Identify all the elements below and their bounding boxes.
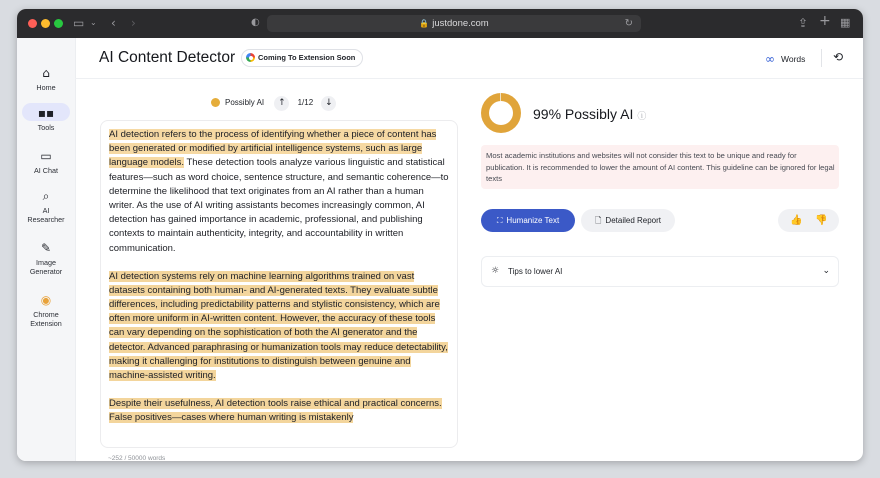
tips-accordion[interactable]	[481, 256, 839, 287]
ai-score-gauge	[481, 93, 521, 133]
chevron-down-icon[interactable]: ⌄	[90, 18, 97, 27]
reload-icon[interactable]: ↻	[624, 18, 633, 29]
shield-icon[interactable]: ◐	[251, 17, 260, 28]
humanize-label: Humanize Text	[506, 216, 560, 225]
document-icon: 🗋	[594, 216, 602, 225]
infinity-icon: ∞	[765, 52, 775, 66]
page-title: AI Content Detector	[99, 49, 236, 66]
sidebar-item-ai-researcher[interactable]	[17, 189, 75, 224]
divider	[821, 49, 822, 67]
sidebar-item-label: AI Chat	[34, 166, 58, 175]
word-count: ~252 / 50000 words	[108, 455, 166, 461]
feedback-group	[778, 209, 839, 232]
sidebar-item-ai-chat[interactable]	[17, 149, 75, 175]
back-icon[interactable]: ‹	[111, 16, 116, 30]
google-icon	[246, 53, 255, 62]
words-label: Words	[781, 54, 806, 64]
grid-icon: ▪▪	[37, 106, 55, 120]
paragraph	[109, 270, 451, 384]
brush-icon: ✎	[40, 241, 52, 255]
chrome-icon: ◉	[40, 293, 52, 307]
navigator-position: 1/12	[297, 98, 314, 107]
ai-highlight[interactable]: Despite their usefulness, AI detection tools raise ethical and practical concerns. False positives—cases where human writing is mistakenly	[109, 398, 442, 424]
chevron-down-icon[interactable]: ⌄	[822, 266, 830, 276]
paragraph	[109, 397, 451, 425]
share-icon[interactable]: ⇪	[798, 16, 809, 30]
home-icon: ⌂	[42, 66, 50, 80]
tips-label: Tips to lower AI	[508, 267, 563, 276]
new-tab-icon[interactable]: +	[819, 13, 831, 29]
humanize-text-button[interactable]	[481, 209, 575, 232]
search-icon: ⌕	[42, 189, 50, 203]
sidebar-toggle-icon[interactable]: ▭	[73, 16, 85, 30]
detailed-report-button[interactable]	[581, 209, 675, 232]
warning-note: Most academic institutions and websites will not consider this text to be unique and ready for publication. It is recommended to lower the amount of AI content. This guideline can be ignored for legal texts	[481, 145, 839, 189]
possibly-ai-dot	[211, 98, 220, 107]
scan-icon: ⛶	[496, 216, 503, 225]
plain-text: These detection tools analyze various linguistic and statistical features—such as word choice, sentence structure, and semantic coherence—to determine the likelihood that text originates from an AI rather than a human writer. As the use of AI writing assistants becomes increasingly common, AI detection has gained importance in academic, professional, and publishing contexts to maintain authenticity, integrity, and accountability in written communication.	[109, 157, 449, 254]
ai-score-label: 99% Possibly AI	[533, 106, 634, 122]
browser-toolbar	[17, 9, 863, 38]
editor-content[interactable]	[109, 128, 451, 439]
paragraph	[109, 128, 451, 256]
thumbs-up-icon[interactable]: 👍	[790, 215, 803, 226]
lightbulb-icon: ☼	[491, 266, 500, 276]
sidebar-item-label: Tools	[37, 123, 55, 132]
sidebar-item-label: Chrome Extension	[30, 310, 62, 328]
report-label: Detailed Report	[605, 216, 662, 225]
close-window-button[interactable]	[28, 19, 37, 28]
ai-highlight[interactable]: AI detection refers to the process of identifying whether a piece of content has been generated or modified by artificial intelligence systems, such as large language models.	[109, 129, 437, 169]
history-icon[interactable]: ⟲	[833, 50, 844, 64]
tab-overview-icon[interactable]: ▦	[840, 16, 851, 29]
next-arrow-icon[interactable]: ↓	[321, 96, 336, 111]
address-bar[interactable]	[267, 15, 641, 32]
forward-icon[interactable]: ›	[131, 16, 136, 30]
words-toggle[interactable]	[765, 52, 805, 66]
previous-arrow-icon[interactable]: ↑	[274, 96, 289, 111]
url-text: justdone.com	[432, 18, 489, 29]
browser-window	[17, 9, 863, 461]
thumbs-down-icon[interactable]: 👎	[815, 215, 828, 226]
sidebar-item-image-generator[interactable]	[17, 241, 75, 276]
sidebar	[17, 38, 76, 461]
sidebar-item-label: Home	[36, 83, 56, 92]
help-icon[interactable]: ⓘ	[637, 112, 647, 122]
ai-highlight[interactable]: AI detection systems rely on machine learning algorithms trained on vast datasets containing both human- and AI-generated texts. They evaluate subtle differences, including predictability patterns and stylistic consistency, which are often more uniform in AI-written content. However, the accuracy of these tools can vary depending on the sophistication of both the AI generator and the detector. Advanced paraphrasing or humanization tools may reduce detectability, making it challenging for institutions to distinguish between genuine and machine-assisted writing.	[109, 270, 448, 382]
sidebar-item-chrome-extension[interactable]	[17, 293, 75, 328]
sidebar-item-label: Image Generator	[29, 258, 63, 276]
text-editor[interactable]	[100, 120, 458, 448]
badge-label: Coming To Extension Soon	[258, 53, 356, 62]
minimize-window-button[interactable]	[41, 19, 50, 28]
maximize-window-button[interactable]	[54, 19, 63, 28]
navigator-label: Possibly AI	[225, 98, 265, 107]
ai-navigator	[211, 96, 336, 111]
header-divider	[75, 78, 863, 79]
chat-icon: ▭	[40, 149, 52, 163]
lock-icon: 🔒	[419, 19, 430, 28]
sidebar-item-label: AI Researcher	[27, 206, 65, 224]
ai-score	[533, 106, 646, 122]
sidebar-item-tools[interactable]	[17, 106, 75, 132]
extension-badge[interactable]	[241, 49, 363, 67]
sidebar-item-home[interactable]	[17, 66, 75, 92]
